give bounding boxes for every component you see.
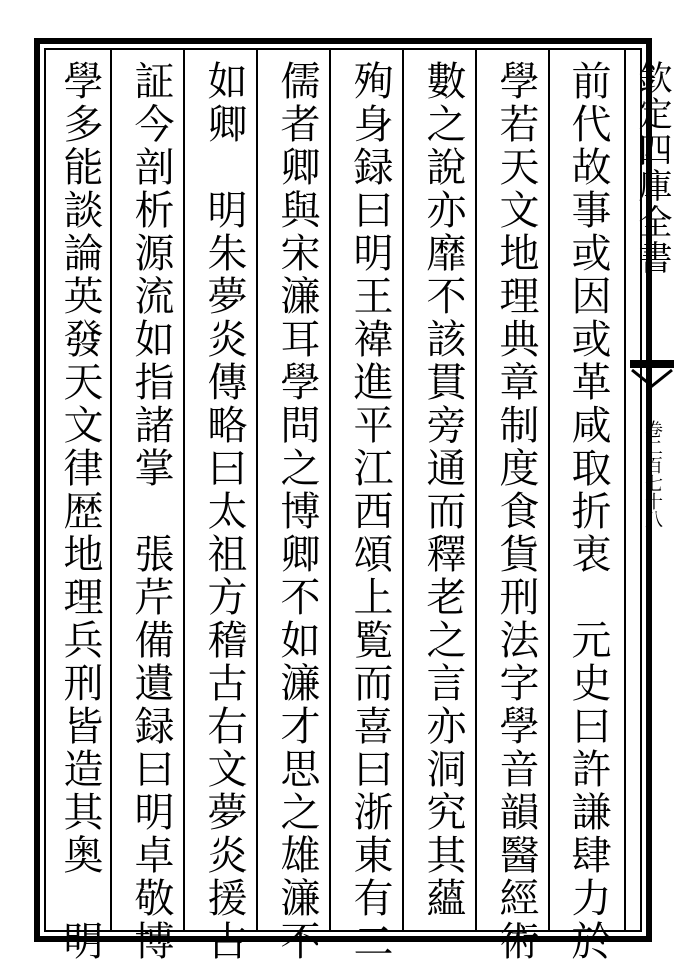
column-rule [256, 48, 258, 932]
text-column-4: 殉身録曰明王褘進平江西頌上覧而喜曰浙東有二 [347, 60, 393, 963]
column-rule [624, 48, 626, 932]
book-title: 欽定四庫全書 [632, 60, 672, 276]
margin-strip [630, 60, 674, 920]
column-rule [329, 48, 331, 932]
text-column-8: 學多能談論英發天文律歴地理兵刑皆造其奥 明 [57, 60, 103, 963]
fishtail-ornament-icon [630, 360, 674, 390]
volume-number: 卷二百七十八 [642, 420, 663, 528]
column-rule [475, 48, 477, 932]
text-column-7: 証今剖析源流如指諸掌 張芹備遺録曰明卓敬博 [128, 60, 174, 963]
text-column-6: 如卿 明朱夢炎傳略曰太祖方稽古右文夢炎援古 [201, 60, 247, 963]
column-rule [548, 48, 550, 932]
text-column-1: 前代故事或因或革咸取折衷 元史曰許謙肆力於 [565, 60, 611, 963]
text-column-3: 數之說亦靡不該貫旁通而釋老之言亦洞究其蘊 [420, 60, 466, 920]
text-column-5: 儒者卿與宋濓耳學問之博卿不如濓才思之雄濓不 [274, 60, 320, 963]
column-rule [110, 48, 112, 932]
column-rule [183, 48, 185, 932]
text-column-2: 學若天文地理典章制度食貨刑法字學音韻醫經術 [493, 60, 539, 963]
column-rule [402, 48, 404, 932]
